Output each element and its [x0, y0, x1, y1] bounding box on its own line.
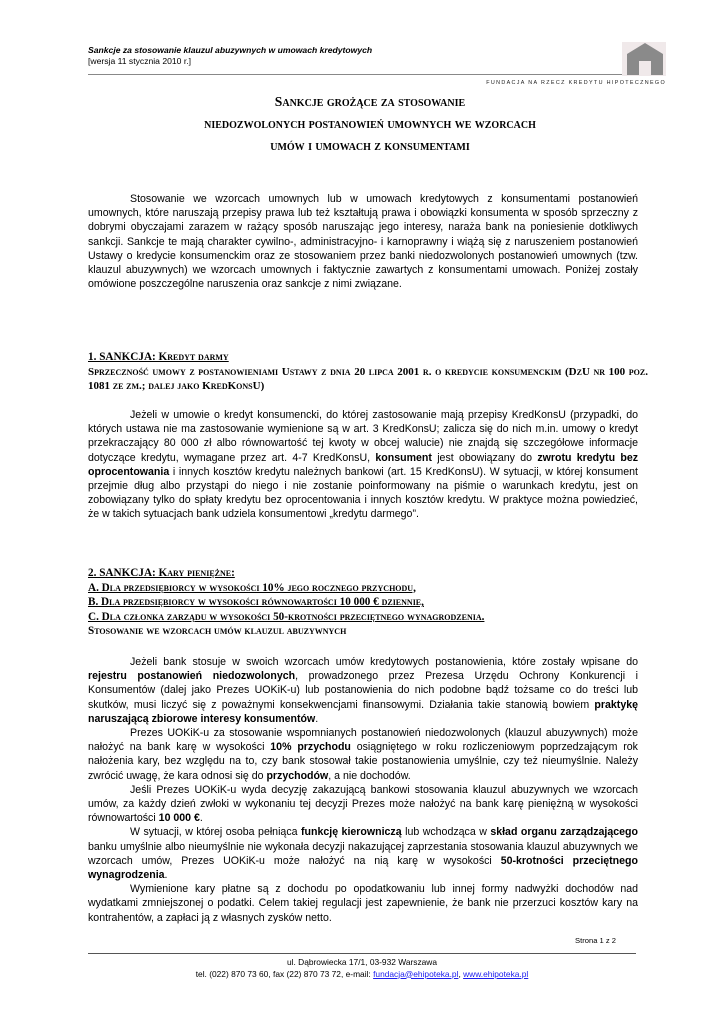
- section-2-heading-block: [88, 566, 648, 639]
- footer-address: ul. Dąbrowiecka 17/1, 03-932 Warszawa: [286, 957, 438, 967]
- section-1-body: Jeżeli w umowie o kredyt konsumencki, do której zastosowanie mają przepisy KredKonsU (przypadki, do których ustawa nie ma zastosowanie wymienione są w art. 3 KredKonsU; zalicza się do nich m.in. umowy o kredyt przekraczający 80 000 zł albo równowartość tej kwoty w obcej walucie) nie znajdą się szczegółowe informacje dotyczące kredytu, wymagane przez art. 4-7 KredKonsU, konsument jest obowiązany do zwrotu kredytu bez oprocentowania i innych kosztów kredytu należnych bankowi (art. 15 KredKonsU). W sytuacji, w której konsument przejmie dług albo przystąpi do niego i nie zostanie poinformowany na piśmie o warunkach kredytu, jest on zobowiązany tylko do spłaty kredytu bez oprocentowania i innych kosztów kredytu. W praktyce można powiedzieć, że w takich sytuacjach bank udziela konsumentowi „kredytu darmego”.: [88, 409, 639, 521]
- section-2-paragraph-4: W sytuacji, w której osoba pełniąca funkcję kierowniczą lub wchodząca w skład organu zarządzającego banku umyślnie albo nieumyślnie nie wykonała decyzji nakazującej zaprzestania stosowania klauzul abuzywnych we wzorcach umów, Prezes UOKiK-u może nałożyć na nią karę w wysokości 50-krotności przeciętnego wynagrodzenia.: [88, 826, 638, 882]
- section-2-paragraph-1: Jeżeli bank stosuje w swoich wzorcach umów kredytowych postanowienia, które zostały wpisane do rejestru postanowień niedozwolonych, prowadzonego przez Prezesa Urzędu Ochrony Konkurencji i Konsumentów (dalej jako Prezes UOKiK-u) lub postanowienia do nich podobne bądź tożsame co do treści lub skutków, musi liczyć się z poważnymi konsekwencjami finansowymi. Działania takie stanowią bowiem praktykę naruszającą zbiorowe interesy konsumentów.: [88, 656, 639, 725]
- penalty-item-c: C. Dla członka zarządu w wysokości 50-krotności przeciętnego wynagrodzenia.: [88, 610, 485, 623]
- header-version: [wersja 11 stycznia 2010 r.]: [88, 56, 192, 66]
- title-line-2: niedozwolonych postanowień umownych we wzorcach: [204, 116, 536, 131]
- title-line-1: Sankcje grożące za stosowanie: [274, 94, 466, 109]
- page-number: Strona 1 z 2: [575, 936, 616, 945]
- penalty-item-b: B. Dla przedsiębiorcy w wysokości równowartości 10 000 € dziennie,: [88, 596, 424, 608]
- footer-rule: [88, 953, 636, 954]
- header-rule: [88, 74, 648, 75]
- section-1-heading: 1. SANKCJA: Kredyt darmy: [88, 351, 229, 363]
- org-name: FUNDACJA NA RZECZ KREDYTU HIPOTECZNEGO: [486, 80, 666, 86]
- section-1-heading-block: [88, 350, 648, 394]
- section-1-subheading: Sprzeczność umowy z postanowieniami Ustawy z dnia 20 lipca 2001 r. o kredycie konsumenckim (DzU nr 100 poz. 1081 ze zm.; dalej jako KredKonsU): [88, 365, 648, 392]
- section-2-paragraph-2: Prezes UOKiK-u za stosowanie wspomnianych postanowień niedozwolonych (klauzul abuzywnych) może nałożyć na bank karę w wysokości 10% przychodu osiągniętego w roku rozliczeniowym poprzedzającym rok nałożenia kary, bez względu na to, czy bank stosował takie postanowienia umyślnie, czy też nieumyślnie. Należy zwrócić uwagę, że kara odnosi się do przychodów, a nie dochodów.: [88, 727, 638, 782]
- section-2-heading: 2. SANKCJA: Kary pieniężne:: [88, 567, 235, 579]
- title-line-3: umów i umowach z konsumentami: [270, 138, 470, 153]
- penalty-item-a: A. Dla przedsiębiorcy w wysokości 10% jego rocznego przychodu,: [88, 581, 416, 594]
- header-doc-title: Sankcje za stosowanie klauzul abuzywnych w umowach kredytowych: [88, 45, 373, 55]
- intro-paragraph: Stosowanie we wzorcach umownych lub w umowach kredytowych z konsumentami postanowień umownych, które naruszają przepisy prawa lub też kształtują prawa i obowiązki konsumenta w sposób sprzeczny z dobrymi obyczajami zarazem w rażący sposób naruszając jego interesy, naraża bank na poniesienie dotkliwych sankcji. Sankcje te mają charakter cywilno-, administracyjno- i karnoprawny i wiążą się z naruszeniem postanowień Ustawy o kredycie konsumenckim oraz ze stosowaniem przez banki niedozwolonych postanowień umownych (tzw. klauzul abuzywnych) we wzorcach umownych i faktycznie zawartych z konsumentami umowach. Poniżej zostały omówione poszczególne naruszenia oraz sankcje z nimi związane.: [88, 193, 638, 291]
- footer-contact: tel. (022) 870 73 60, fax (22) 870 73 72, e-mail: fundacja@ehipoteka.pl, www.ehipoteka.pl: [195, 968, 529, 979]
- section-2-paragraph-5: Wymienione kary płatne są z dochodu po opodatkowaniu lub innej formy nadwyżki dochodów nad wydatkami zmniejszonej o podatki. Celem takiej regulacji jest zapewnienie, że bank nie przerzuci kosztów kary na kontrahentów, a zapłaci ją z własnych zysków netto.: [88, 883, 638, 924]
- section-2-subheading: Stosowanie we wzorcach umów klauzul abuzywnych: [88, 625, 347, 637]
- house-logo-icon: [627, 43, 663, 75]
- section-2-paragraph-3: Jeśli Prezes UOKiK-u wyda decyzję zakazującą bankowi stosowania klauzul abuzywnych we wzorcach umów, za każdy dzień zwłoki w wykonaniu tej decyzji Prezes może nałożyć na bank karę pieniężną w wysokości równowartości 10 000 €.: [88, 783, 638, 825]
- website-link[interactable]: www.ehipoteka.pl: [463, 968, 529, 979]
- section-2-body: [88, 655, 638, 925]
- email-link[interactable]: fundacja@ehipoteka.pl: [373, 968, 459, 979]
- footer: [88, 957, 636, 980]
- page-title: [90, 91, 650, 157]
- running-header: [88, 45, 372, 67]
